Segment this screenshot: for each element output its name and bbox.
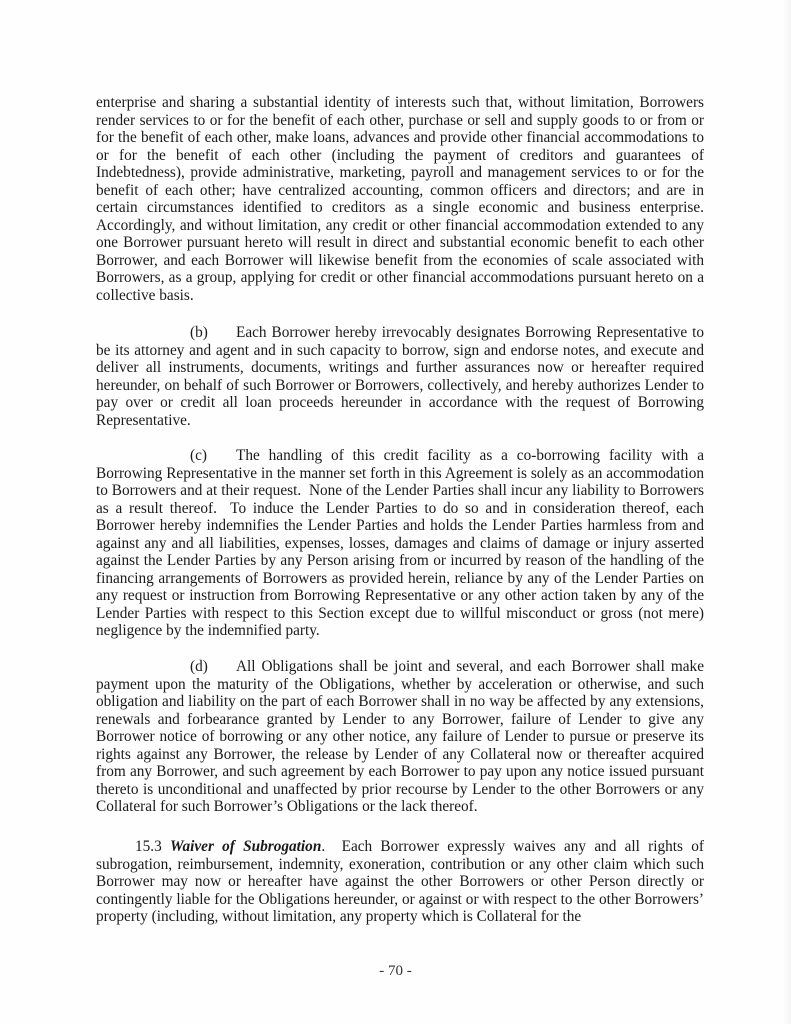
paragraph-text: enterprise and sharing a substantial identity of interests such that, without limitation, Borrowers render services to or for the benefit of each other, purchase or sell and supply goods to or from or for the benefit of each other, make loans, advances and provide other financial accommodations to or for the benefit of each other (including the payment of creditors and guarantees of Indebtedness), provide administrative, marketing, payroll and management services to or for the benefit of each other; have centralized accounting, common officers and directors; and are in certain circumstances identified to creditors as a single economic and business enterprise. Accordingly, and without limitation, any credit or other financial accommodation extended to any one Borrower pursuant hereto will result in direct and substantial economic benefit to each other Borrower, and each Borrower will likewise benefit from the economies of scale associated with Borrowers, as a group, applying for credit or other financial accommodations pursuant hereto on a collective basis. xyxy=(96,94,704,305)
paragraph-b xyxy=(96,324,704,429)
section-heading: Waiver of Subrogation xyxy=(170,838,322,855)
paragraph-text: Each Borrower expressly waives any and all rights of subrogation, reimbursement, indemnity, exoneration, contribution or any other claim which such Borrower may now or hereafter have against the other Borrowers or other Person directly or contingently liable for the Obligations hereunder, or against or with respect to the other Borrowers’ property (including, without limitation, any property which is Collateral for the xyxy=(96,838,704,926)
heading-period: . xyxy=(321,838,326,855)
subsection-label: (d) xyxy=(190,658,208,675)
section-15-3 xyxy=(96,838,704,926)
paragraph-text: Each Borrower hereby irrevocably designates Borrowing Representative to be its attorney and agent and in such capacity to borrow, sign and endorse notes, and execute and deliver all instruments, documents, writings and further assurances now or hereafter required hereunder, on behalf of such Borrower or Borrowers, collectively, and hereby authorizes Lender to pay over or credit all loan proceeds hereunder in accordance with the request of Borrowing Representative. xyxy=(96,324,704,429)
paragraph-continuation xyxy=(96,94,704,305)
subsection-label: (b) xyxy=(190,324,208,341)
section-number: 15.3 xyxy=(135,838,162,855)
page-number: - 70 - xyxy=(379,963,412,979)
paragraph-text: The handling of this credit facility as a co-borrowing facility with a Borrowing Representative in the manner set forth in this Agreement is solely as an accommodation to Borrowers and at their request. None of the Lender Parties shall incur any liability to Borrowers as a result thereof. To induce the Lender Parties to do so and in consideration thereof, each Borrower hereby indemnifies the Lender Parties and holds the Lender Parties harmless from and against any and all liabilities, expenses, losses, damages and claims of damage or injury asserted against the Lender Parties by any Person arising from or incurred by reason of the handling of the financing arrangements of Borrowers as provided herein, reliance by any of the Lender Parties on any request or instruction from Borrowing Representative or any other action taken by any of the Lender Parties with respect to this Section except due to willful misconduct or gross (not mere) negligence by the indemnified party. xyxy=(96,447,708,640)
paragraph-c xyxy=(96,447,708,640)
paragraph-d xyxy=(96,658,704,816)
scan-edge-shadow xyxy=(783,0,791,1024)
paragraph-text: All Obligations shall be joint and several, and each Borrower shall make payment upon the maturity of the Obligations, whether by acceleration or otherwise, and such obligation and liability on the part of each Borrower shall in no way be affected by any extensions, renewals and forbearance granted by Lender to any Borrower, failure of Lender to give any Borrower notice of borrowing or any other notice, any failure of Lender to pursue or preserve its rights against any Borrower, the release by Lender of any Collateral now or thereafter acquired from any Borrower, and such agreement by each Borrower to pay upon any notice issued pursuant thereto is unconditional and unaffected by prior recourse by Lender to the other Borrowers or any Collateral for such Borrower’s Obligations or the lack thereof. xyxy=(96,658,704,816)
subsection-label: (c) xyxy=(190,447,207,464)
